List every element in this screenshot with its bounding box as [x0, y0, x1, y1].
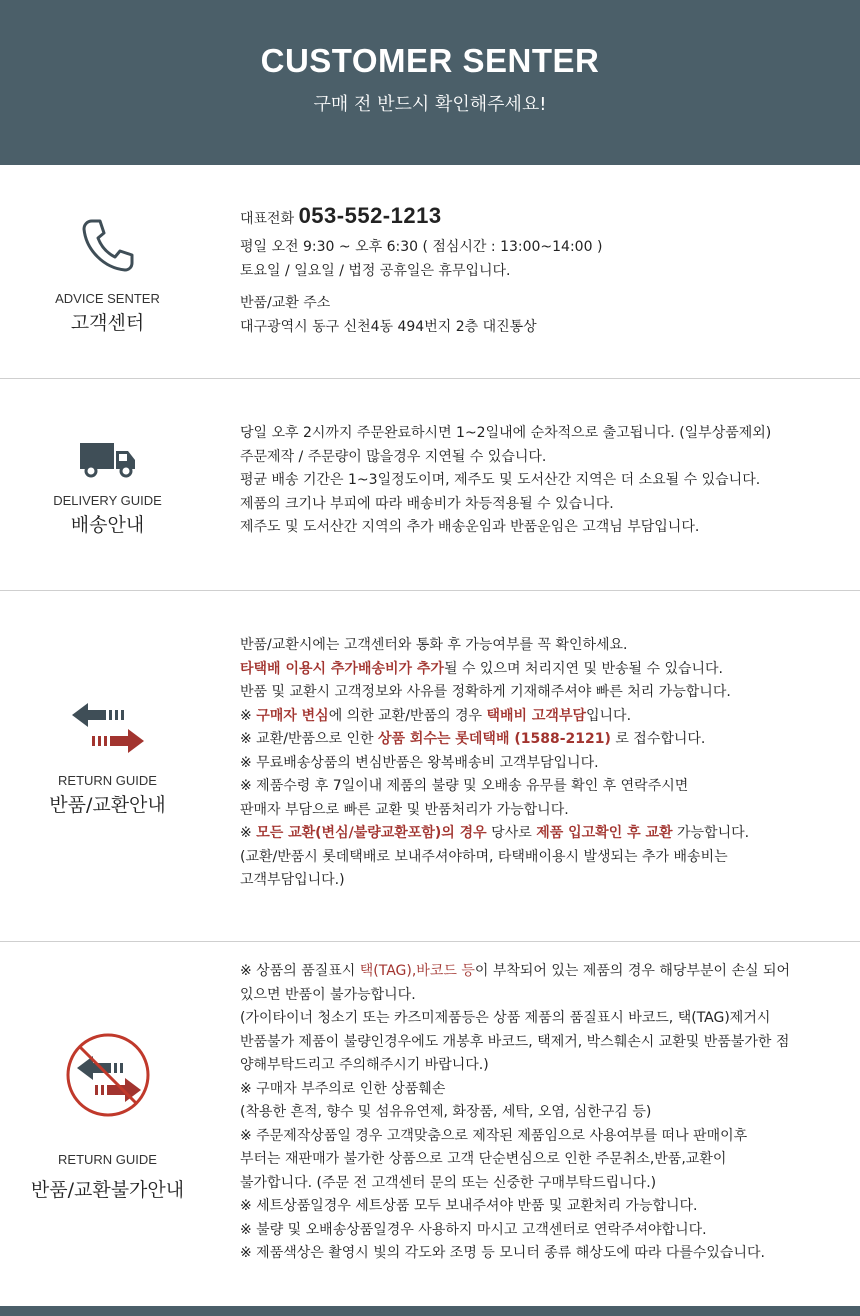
return-text: 에 의한 교환/반품의 경우: [328, 707, 487, 724]
return-text: 가능합니다.: [672, 825, 750, 841]
return-line: ※ 제품수령 후 7일이내 제품의 불량 및 오배송 유무를 확인 후 연락주시면: [240, 778, 689, 794]
page-subtitle: 구매 전 반드시 확인해주세요!: [313, 94, 547, 115]
phone-label: 대표전화: [240, 211, 295, 227]
return-line: [240, 705, 842, 729]
highlight-text: 모든 교환(변심/불량교환포함)의 경우: [256, 825, 487, 841]
delivery-line: 제주도 및 도서산간 지역의 추가 배송운임과 반품운임은 고객님 부담입니다.: [240, 519, 700, 535]
return-line: 고객부담입니다.): [240, 872, 345, 888]
exchange-arrows-icon: [68, 701, 148, 757]
page-title: CUSTOMER SENTER: [260, 42, 600, 79]
return-label-en: RETURN GUIDE: [58, 773, 157, 788]
delivery-label-en: DELIVERY GUIDE: [53, 493, 162, 508]
return-text: ※: [240, 707, 257, 724]
delivery-line: 주문제작 / 주문량이 많을경우 지연될 수 있습니다.: [240, 448, 547, 465]
delivery-line: 평균 배송 기간은 1~3일정도이며, 제주도 및 도서산간 지역은 더 소요될 수 있습니다.: [240, 472, 761, 488]
highlight-text: 택배비 고객부담: [486, 707, 586, 724]
address-title: 반품/교환 주소: [240, 295, 331, 311]
phone-number[interactable]: 053-552-1213: [298, 203, 442, 228]
return-line: [240, 658, 842, 682]
noreturn-line: [240, 960, 842, 984]
return-line: [240, 822, 842, 846]
return-section: [0, 591, 860, 942]
return-side: [0, 701, 215, 817]
noreturn-section: [0, 942, 860, 1302]
noreturn-content: [240, 960, 842, 1266]
truck-icon: [78, 439, 138, 479]
return-text: 당사로: [486, 825, 537, 841]
noreturn-line: (가이타이너 청소기 또는 카즈미제품등은 상품 제품의 품질표시 바코드, 택(TAG)제거시: [240, 1010, 771, 1026]
noreturn-line: 부터는 재판매가 불가한 상품으로 고객 단순변심으로 인한 주문취소,반품,교환이: [240, 1151, 727, 1167]
return-line: (교환/반품시 롯데택배로 보내주셔야하며, 타택배이용시 발생되는 추가 배송비는: [240, 848, 728, 865]
advice-label-ko: 고객센터: [70, 312, 145, 334]
highlight-text: 타택배 이용시 추가배송비가 추가: [240, 660, 444, 677]
highlight-text: 제품 입고확인 후 교환: [536, 825, 673, 841]
return-text: 될 수 있으며 처리지연 및 반송될 수 있습니다.: [443, 660, 724, 677]
noreturn-line: 있으면 반품이 불가능합니다.: [240, 986, 416, 1003]
return-line: 판매자 부담으로 빠른 교환 및 반품처리가 가능합니다.: [240, 801, 569, 818]
noreturn-text: ※ 상품의 품질표시: [240, 963, 360, 979]
noreturn-line: ※ 주문제작상품일 경우 고객맞춤으로 제작된 제품임으로 사용여부를 떠나 판매이후: [240, 1127, 748, 1144]
return-content: [240, 634, 842, 893]
delivery-line: 제품의 크기나 부피에 따라 배송비가 차등적용될 수 있습니다.: [240, 495, 614, 512]
holiday-notice: 토요일 / 일요일 / 법정 공휴일은 휴무입니다.: [240, 262, 511, 279]
return-label-ko: 반품/교환안내: [49, 794, 166, 816]
delivery-section: [0, 379, 860, 591]
return-line: [240, 728, 842, 752]
noreturn-line: (착용한 흔적, 향수 및 섬유유연제, 화장품, 세탁, 오염, 심한구김 등): [240, 1104, 652, 1120]
advice-content: [240, 201, 842, 339]
no-exchange-icon: [63, 1030, 153, 1120]
return-text: 입니다.: [586, 707, 632, 724]
phone-line: [240, 201, 842, 234]
noreturn-label-ko: 반품/교환불가안내: [30, 1179, 185, 1201]
phone-icon: [78, 215, 138, 277]
footer-bar: [0, 1306, 860, 1316]
noreturn-side: [0, 1030, 215, 1202]
address: 대구광역시 동구 신천4동 494번지 2층 대진통상: [240, 318, 537, 335]
delivery-label-ko: 배송안내: [70, 514, 145, 536]
noreturn-line: 불가합니다. (주문 전 고객센터 문의 또는 신중한 구매부탁드립니다.): [240, 1174, 657, 1191]
noreturn-line: 반품불가 제품이 불량인경우에도 개봉후 바코드, 택제거, 박스훼손시 교환및 반품불가한 점: [240, 1033, 790, 1050]
return-text: ※ 교환/반품으로 인한: [240, 731, 378, 747]
return-text: 로 접수합니다.: [610, 731, 706, 747]
return-text: ※: [240, 825, 257, 841]
return-line: 반품/교환시에는 고객센터와 통화 후 가능여부를 꼭 확인하세요.: [240, 637, 628, 653]
advice-side: [0, 215, 215, 335]
noreturn-line: 양해부탁드리고 주의해주시기 바랍니다.): [240, 1057, 489, 1073]
delivery-content: [240, 422, 842, 540]
header-banner: [0, 0, 860, 165]
noreturn-text: 이 부착되어 있는 제품의 경우 해당부분이 손실 되어: [474, 963, 790, 979]
advice-label-en: ADVICE SENTER: [55, 291, 160, 306]
highlight-text: 택(TAG),바코드 등: [359, 963, 475, 979]
advice-section: [0, 165, 860, 379]
noreturn-line: ※ 구매자 부주의로 인한 상품훼손: [240, 1080, 446, 1097]
return-line: 반품 및 교환시 고객정보와 사유를 정확하게 기재해주셔야 빠른 처리 가능합니다.: [240, 684, 731, 700]
noreturn-line: ※ 세트상품일경우 세트상품 모두 보내주셔야 반품 및 교환처리 가능합니다.: [240, 1198, 698, 1214]
highlight-text: 상품 회수는 롯데택배 (1588-2121): [378, 731, 611, 747]
noreturn-line: ※ 불량 및 오배송상품일경우 사용하지 마시고 고객센터로 연락주셔야합니다.: [240, 1221, 707, 1238]
delivery-line: 당일 오후 2시까지 주문완료하시면 1~2일내에 순차적으로 출고됩니다. (일부상품제외): [240, 425, 772, 441]
highlight-text: 구매자 변심: [256, 707, 329, 724]
noreturn-label-en: RETURN GUIDE: [58, 1152, 157, 1167]
return-line: ※ 무료배송상품의 변심반품은 왕복배송비 고객부담입니다.: [240, 754, 599, 771]
delivery-side: [0, 439, 215, 537]
business-hours: 평일 오전 9:30 ~ 오후 6:30 ( 점심시간 : 13:00~14:00 ): [240, 239, 603, 255]
noreturn-line: ※ 제품색상은 촬영시 빛의 각도와 조명 등 모니터 종류 해상도에 따라 다를수있습니다.: [240, 1245, 765, 1261]
